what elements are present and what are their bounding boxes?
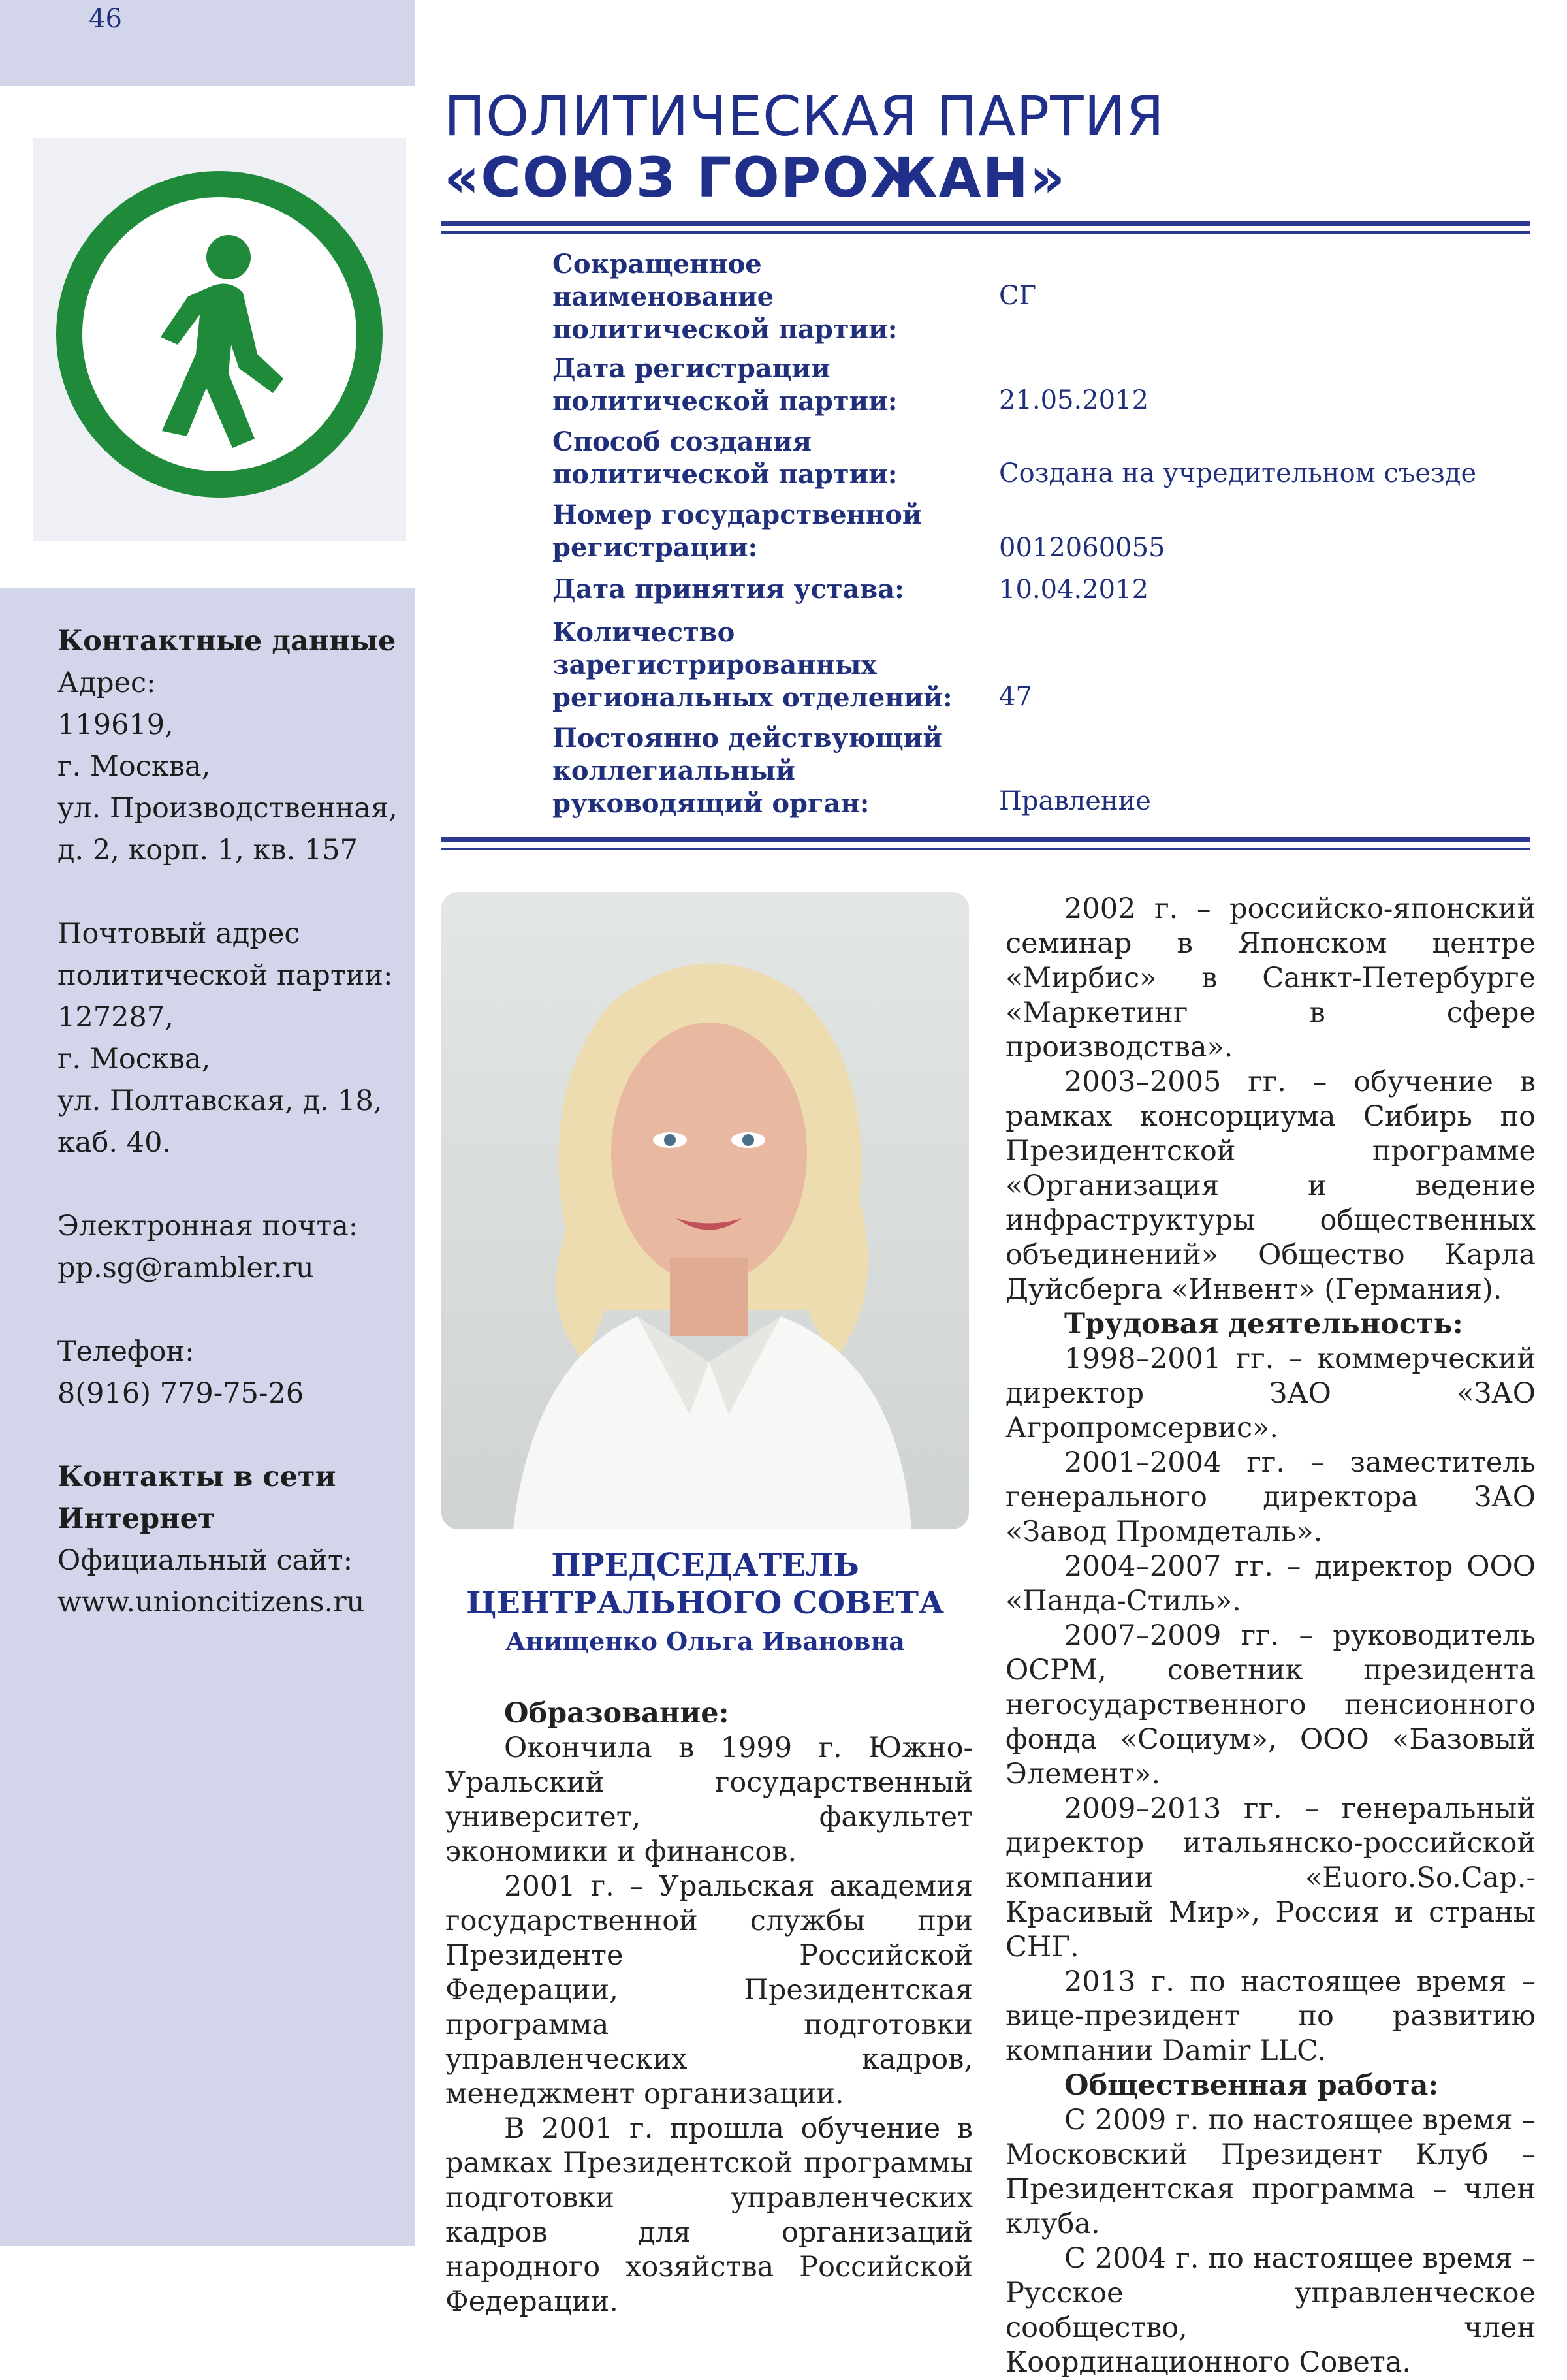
info-value: Правление — [999, 786, 1151, 816]
sidebar-header-band — [0, 0, 415, 86]
postal-line: Почтовый адрес — [57, 917, 300, 950]
chair-name: Анищенко Ольга Ивановна — [505, 1626, 905, 1656]
party-logo — [33, 138, 406, 541]
postal-line: каб. 40. — [57, 1126, 172, 1159]
public-item: С 2004 г. по настоящее время – Русское управленческое сообщество, член Координационного Совета. — [1005, 2242, 1536, 2379]
bio-left-column — [445, 1696, 973, 2319]
divider-top — [441, 221, 1530, 238]
info-label: Номер государственной регистрации: — [552, 500, 922, 563]
chair-title-line2: ЦЕНТРАЛЬНОГО СОВЕТА — [466, 1585, 945, 1621]
internet-heading: Контакты в сети — [57, 1461, 336, 1493]
info-label: Дата принятия устава: — [552, 574, 904, 605]
work-item: 2009–2013 гг. – генеральный директор итальянско-российской компании «Euoro.So.Cap.-Красивый Мир», Россия и страны СНГ. — [1005, 1792, 1536, 1963]
public-work-heading: Общественная работа: — [1064, 2069, 1439, 2102]
public-item: С 2009 г. по настоящее время – Московский Президент Клуб – Президентская программа – член клуба. — [1005, 2104, 1536, 2240]
education-heading: Образование: — [504, 1697, 729, 1730]
page-number: 46 — [89, 4, 122, 34]
bio-paragraph: 2003–2005 гг. – обучение в рамках консорциума Сибирь по Президентской программе «Организация и ведение инфраструктуры общественных объединений» Общество Карла Дуйсберга «Инвент» (Германия). — [1005, 1066, 1536, 1306]
contacts-heading: Контактные данные — [57, 625, 396, 658]
info-value: 0012060055 — [999, 533, 1165, 563]
info-value: 47 — [999, 682, 1032, 712]
site-label: Официальный сайт: — [57, 1544, 353, 1577]
chair-title-line1: ПРЕДСЕДАТЕЛЬ — [551, 1547, 859, 1583]
work-item: 2007–2009 гг. – руководитель ОСРМ, советник президента негосударственного пенсионного фонда «Социум», ООО «Базовый Элемент». — [1005, 1619, 1536, 1790]
work-item: 2013 г. по настоящее время – вице-президент по развитию компании Damir LLC. — [1005, 1965, 1536, 2067]
portrait-image — [441, 892, 969, 1529]
site-link[interactable]: www.unioncitizens.ru — [57, 1586, 365, 1619]
address-line: д. 2, корп. 1, кв. 157 — [57, 834, 358, 866]
bio-paragraph: Окончила в 1999 г. Южно-Уральский государственный университет, факультет экономики и финансов. — [445, 1732, 973, 1868]
postal-line: ул. Полтавская, д. 18, — [57, 1085, 383, 1117]
info-value: СГ — [999, 281, 1037, 311]
info-label: Дата регистрации политической партии: — [552, 353, 898, 417]
postal-line: политической партии: — [57, 959, 393, 992]
address-label: Адрес: — [57, 667, 156, 699]
internet-heading: Интернет — [57, 1502, 215, 1535]
work-heading: Трудовая деятельность: — [1064, 1308, 1463, 1341]
work-item: 1998–2001 гг. – коммерческий директор ЗАО «ЗАО Агропромсервис». — [1005, 1342, 1536, 1444]
address-line: ул. Производственная, — [57, 792, 398, 825]
bio-right-column — [1005, 892, 1536, 2380]
contacts-sidebar — [0, 588, 415, 2246]
phone-number: 8(916) 779-75-26 — [57, 1377, 304, 1410]
party-title-line2: «СОЮЗ ГОРОЖАН» — [444, 146, 1067, 210]
party-title-line1: ПОЛИТИЧЕСКАЯ ПАРТИЯ — [444, 84, 1165, 148]
email-label: Электронная почта: — [57, 1210, 358, 1243]
bio-paragraph: 2001 г. – Уральская академия государственной службы при Президенте Российской Федерации, Президентская программа подготовки управленческих кадров, менеджмент организации. — [445, 1870, 973, 2110]
work-item: 2004–2007 гг. – директор ООО «Панда-Стиль». — [1005, 1550, 1536, 1617]
postal-line: г. Москва, — [57, 1043, 211, 1075]
bio-paragraph: 2002 г. – российско-японский семинар в Японском центре «Мирбис» в Санкт-Петербурге «Маркетинг в сфере производства». — [1005, 893, 1536, 1064]
chair-title — [441, 1546, 969, 1622]
info-value: 21.05.2012 — [999, 385, 1149, 415]
info-label: Количество зарегистрированных региональных отделений: — [552, 617, 953, 713]
divider-bottom — [441, 837, 1530, 854]
pedestrian-icon — [33, 138, 406, 541]
info-label: Способ создания политической партии: — [552, 426, 898, 490]
address-line: г. Москва, — [57, 750, 211, 783]
info-label: Постоянно действующий коллегиальный руководящий орган: — [552, 723, 942, 819]
info-value: 10.04.2012 — [999, 575, 1149, 605]
info-value: Создана на учредительном съезде — [999, 458, 1477, 488]
work-item: 2001–2004 гг. – заместитель генерального директора ЗАО «Завод Промдеталь». — [1005, 1446, 1536, 1548]
party-title — [444, 86, 1528, 209]
address-line: 119619, — [57, 708, 174, 741]
postal-line: 127287, — [57, 1001, 174, 1034]
email-link[interactable]: pp.sg@rambler.ru — [57, 1252, 314, 1284]
info-label: Сокращенное наименование политической партии: — [552, 249, 898, 345]
phone-label: Телефон: — [57, 1335, 195, 1368]
chair-portrait — [441, 892, 969, 1529]
bio-paragraph: В 2001 г. прошла обучение в рамках Президентской программы подготовки управленческих кадров для организаций народного хозяйства Российской Федерации. — [445, 2112, 973, 2318]
